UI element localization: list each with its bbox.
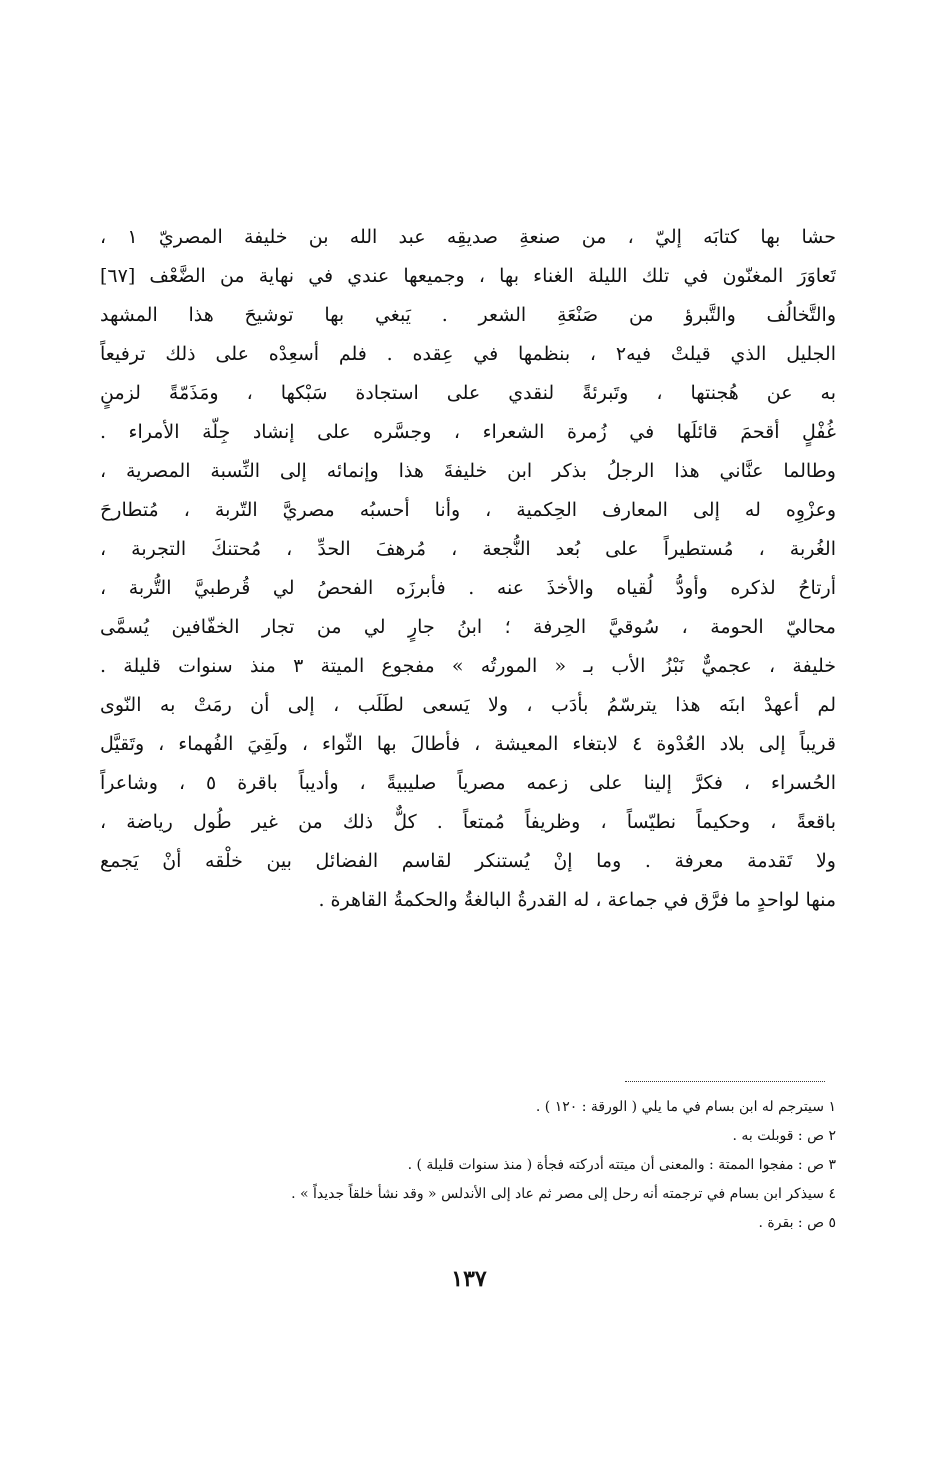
text-line: ولا تَقدمة معرفة . وما إنْ يُستنكر لقاسم الفضائل بين خلْقه أنْ يَجمع bbox=[100, 850, 836, 872]
text-line: والتَّخالُف والتَّبرؤ من صَنْعَةِ الشعر . يَبغي بها توشيحَ هذا المشهد bbox=[100, 304, 836, 326]
footnote: ٣ ص : مفجوا الممتة : والمعنى أن ميتته أدركته فجأة ( منذ سنوات قليلة ) . bbox=[407, 1157, 836, 1173]
footnotes-block bbox=[100, 1093, 836, 1238]
text-line: حشا بها كتابَه إليّ ، من صنعةِ صديقِه عبد الله بن خليفة المصريّ ١ ، bbox=[100, 226, 836, 248]
text-line: خليفة ، عجميٌّ نَبْزُ الأب بـ « المورتُه » مفجوع الميتة ٣ منذ سنوات قليلة . bbox=[100, 655, 836, 677]
main-text-block bbox=[100, 218, 836, 920]
text-line: محاليّ الحومة ، سُوقيَّ الحِرفة ؛ ابنُ جارٍ لي من تجار الخفّافين يُسمَّى bbox=[100, 616, 836, 638]
footnote-separator bbox=[625, 1081, 825, 1082]
text-line: الغُربة ، مُستطيراً على بُعد النُّجعة ، مُرهفَ الحدِّ ، مُحتنكَ التجربة ، bbox=[100, 538, 836, 560]
footnote: ٢ ص : قوبلت به . bbox=[732, 1128, 836, 1144]
footnote: ٥ ص : بقرة . bbox=[758, 1215, 836, 1231]
text-line: وعزْوِه له إلى المعارف الحِكمية ، وأنا أحسبُه مصريَّ التّربة ، مُتطارحَ bbox=[100, 499, 836, 521]
text-line: وطالما عنَّاني هذا الرجلُ بذكر ابن خليفةَ هذا وإنمائه إلى النِّسبة المصرية ، bbox=[100, 460, 836, 482]
text-line: غُفْلٍ أقحمَ قائلَها في زُمرة الشعراء ، وجسَّره على إنشاد جِلّة الأمراء . bbox=[100, 421, 836, 443]
text-line: لم أعهدْ ابنَه هذا يترسّمُ بأدَب ، ولا يَسعى لطَلَب ، إلى أن رمَتْ به النّوى bbox=[100, 694, 836, 716]
text-line: الجليل الذي قيلتْ فيه٢ ، بنظمها في عِقده . فلم أسعِدْه على ذلك ترفيعاً bbox=[100, 343, 836, 365]
text-line: تَعاوَرَ المغنّون في تلك الليلة الغناء بها ، وجميعها عندي في نهاية من الضَّعْف [٦٧] bbox=[100, 265, 836, 287]
page-number: ١٣٧ bbox=[451, 1266, 487, 1292]
text-line: منها لواحدٍ ما فرَّق في جماعة ، له القدرةُ البالغةُ والحكمةُ القاهرة . bbox=[318, 889, 836, 911]
text-line: قريباً إلى بلاد العُدْوة ٤ لابتغاء المعيشة ، فأطالَ بها الثّواء ، ولَقِيَ الفُهماء ، وتَقيَّل bbox=[100, 733, 836, 755]
text-line: أرتاحُ لذكره وأودُّ لُقياه والأخذَ عنه . فأبرزَه الفحصُ لي قُرطبيَّ التُّربة ، bbox=[100, 577, 836, 599]
text-line: باقعةً ، وحكيماً نطيّساً ، وظريفاً مُمتعاً . كلٌّ ذلك من غير طُول رياضة ، bbox=[100, 811, 836, 833]
text-line: به عن هُجنتها ، وتَبرئةً لنقدي على استجادة سَبْكها ، ومَذَمّةً لزمنٍ bbox=[100, 382, 836, 404]
text-line: الحُسراء ، فكرَّ إلينا على زعمه مصرياً صليبيةً ، وأديباً باقرة ٥ ، وشاعراً bbox=[100, 772, 836, 794]
footnote: ١ سيترجم له ابن بسام في ما يلي ( الورقة : ١٢٠ ) . bbox=[535, 1099, 836, 1115]
footnote: ٤ سيذكر ابن بسام في ترجمته أنه رحل إلى مصر ثم عاد إلى الأندلس « وقد نشأ خلقاً جديداً » . bbox=[291, 1186, 836, 1202]
